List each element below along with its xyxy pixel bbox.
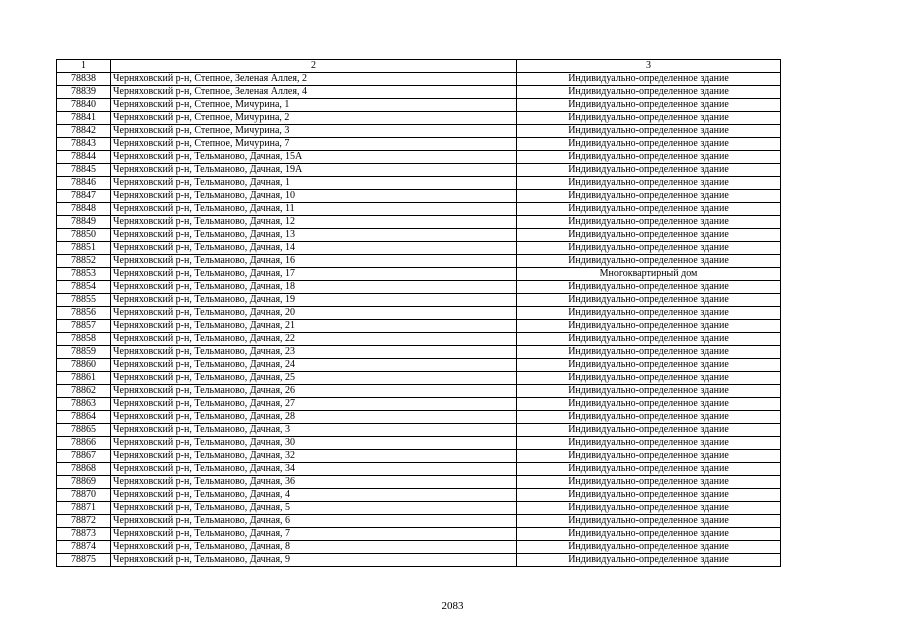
object-type-cell: Индивидуально-определенное здание [517, 112, 781, 125]
table-row [57, 151, 781, 164]
object-type-cell: Индивидуально-определенное здание [517, 203, 781, 216]
object-type-cell: Индивидуально-определенное здание [517, 385, 781, 398]
address-cell: Черняховский р-н, Тельманово, Дачная, 6 [111, 515, 517, 528]
table-header [57, 60, 781, 73]
table-row [57, 255, 781, 268]
record-number-cell: 78846 [57, 177, 111, 190]
object-type-cell: Индивидуально-определенное здание [517, 255, 781, 268]
address-cell: Черняховский р-н, Тельманово, Дачная, 26 [111, 385, 517, 398]
address-cell: Черняховский р-н, Степное, Мичурина, 1 [111, 99, 517, 112]
table-row [57, 138, 781, 151]
record-number-cell: 78869 [57, 476, 111, 489]
object-type-cell: Индивидуально-определенное здание [517, 528, 781, 541]
table-row [57, 541, 781, 554]
object-type-cell: Индивидуально-определенное здание [517, 320, 781, 333]
object-type-cell: Индивидуально-определенное здание [517, 164, 781, 177]
address-cell: Черняховский р-н, Степное, Зеленая Аллея, 4 [111, 86, 517, 99]
table-row [57, 268, 781, 281]
table-row [57, 528, 781, 541]
record-number-cell: 78840 [57, 99, 111, 112]
table-row [57, 463, 781, 476]
table-row [57, 424, 781, 437]
record-number-cell: 78861 [57, 372, 111, 385]
record-number-cell: 78844 [57, 151, 111, 164]
address-cell: Черняховский р-н, Степное, Мичурина, 3 [111, 125, 517, 138]
address-cell: Черняховский р-н, Тельманово, Дачная, 22 [111, 333, 517, 346]
record-number-cell: 78845 [57, 164, 111, 177]
record-number-cell: 78847 [57, 190, 111, 203]
address-cell: Черняховский р-н, Тельманово, Дачная, 23 [111, 346, 517, 359]
header-row [57, 60, 781, 73]
address-cell: Черняховский р-н, Тельманово, Дачная, 21 [111, 320, 517, 333]
object-type-cell: Индивидуально-определенное здание [517, 476, 781, 489]
object-type-cell: Индивидуально-определенное здание [517, 359, 781, 372]
record-number-cell: 78860 [57, 359, 111, 372]
column-header-2: 2 [111, 60, 517, 73]
object-type-cell: Индивидуально-определенное здание [517, 281, 781, 294]
table-row [57, 242, 781, 255]
record-number-cell: 78866 [57, 437, 111, 450]
address-cell: Черняховский р-н, Тельманово, Дачная, 14 [111, 242, 517, 255]
table-row [57, 476, 781, 489]
object-type-cell: Индивидуально-определенное здание [517, 502, 781, 515]
address-cell: Черняховский р-н, Тельманово, Дачная, 30 [111, 437, 517, 450]
page-number: 2083 [441, 600, 464, 612]
object-type-cell: Индивидуально-определенное здание [517, 398, 781, 411]
registry-table [56, 59, 781, 567]
object-type-cell: Индивидуально-определенное здание [517, 216, 781, 229]
record-number-cell: 78864 [57, 411, 111, 424]
record-number-cell: 78851 [57, 242, 111, 255]
address-cell: Черняховский р-н, Тельманово, Дачная, 32 [111, 450, 517, 463]
record-number-cell: 78855 [57, 294, 111, 307]
record-number-cell: 78852 [57, 255, 111, 268]
table-row [57, 346, 781, 359]
table-row [57, 437, 781, 450]
address-cell: Черняховский р-н, Тельманово, Дачная, 9 [111, 554, 517, 567]
record-number-cell: 78863 [57, 398, 111, 411]
record-number-cell: 78868 [57, 463, 111, 476]
address-cell: Черняховский р-н, Тельманово, Дачная, 19 [111, 294, 517, 307]
object-type-cell: Индивидуально-определенное здание [517, 177, 781, 190]
address-cell: Черняховский р-н, Степное, Мичурина, 2 [111, 112, 517, 125]
address-cell: Черняховский р-н, Степное, Зеленая Аллея, 2 [111, 73, 517, 86]
object-type-cell: Индивидуально-определенное здание [517, 346, 781, 359]
record-number-cell: 78842 [57, 125, 111, 138]
address-cell: Черняховский р-н, Тельманово, Дачная, 28 [111, 411, 517, 424]
table-row [57, 320, 781, 333]
record-number-cell: 78853 [57, 268, 111, 281]
table-row [57, 281, 781, 294]
object-type-cell: Индивидуально-определенное здание [517, 307, 781, 320]
record-number-cell: 78872 [57, 515, 111, 528]
address-cell: Черняховский р-н, Тельманово, Дачная, 15А [111, 151, 517, 164]
address-cell: Черняховский р-н, Тельманово, Дачная, 5 [111, 502, 517, 515]
table-row [57, 112, 781, 125]
address-cell: Черняховский р-н, Тельманово, Дачная, 24 [111, 359, 517, 372]
address-cell: Черняховский р-н, Тельманово, Дачная, 3 [111, 424, 517, 437]
table-row [57, 333, 781, 346]
record-number-cell: 78848 [57, 203, 111, 216]
table-row [57, 164, 781, 177]
address-cell: Черняховский р-н, Тельманово, Дачная, 25 [111, 372, 517, 385]
object-type-cell: Индивидуально-определенное здание [517, 229, 781, 242]
table-row [57, 177, 781, 190]
record-number-cell: 78865 [57, 424, 111, 437]
object-type-cell: Индивидуально-определенное здание [517, 541, 781, 554]
record-number-cell: 78849 [57, 216, 111, 229]
table-row [57, 216, 781, 229]
object-type-cell: Индивидуально-определенное здание [517, 190, 781, 203]
table-row [57, 229, 781, 242]
column-header-3: 3 [517, 60, 781, 73]
record-number-cell: 78859 [57, 346, 111, 359]
table-row [57, 125, 781, 138]
address-cell: Черняховский р-н, Тельманово, Дачная, 8 [111, 541, 517, 554]
object-type-cell: Индивидуально-определенное здание [517, 151, 781, 164]
address-cell: Черняховский р-н, Тельманово, Дачная, 20 [111, 307, 517, 320]
table-row [57, 190, 781, 203]
table-row [57, 515, 781, 528]
address-cell: Черняховский р-н, Тельманово, Дачная, 17 [111, 268, 517, 281]
object-type-cell: Индивидуально-определенное здание [517, 372, 781, 385]
record-number-cell: 78856 [57, 307, 111, 320]
object-type-cell: Индивидуально-определенное здание [517, 86, 781, 99]
record-number-cell: 78839 [57, 86, 111, 99]
address-cell: Черняховский р-н, Степное, Мичурина, 7 [111, 138, 517, 151]
table-row [57, 398, 781, 411]
address-cell: Черняховский р-н, Тельманово, Дачная, 10 [111, 190, 517, 203]
address-cell: Черняховский р-н, Тельманово, Дачная, 1 [111, 177, 517, 190]
object-type-cell: Индивидуально-определенное здание [517, 125, 781, 138]
object-type-cell: Индивидуально-определенное здание [517, 333, 781, 346]
address-cell: Черняховский р-н, Тельманово, Дачная, 13 [111, 229, 517, 242]
object-type-cell: Индивидуально-определенное здание [517, 424, 781, 437]
table-row [57, 502, 781, 515]
record-number-cell: 78870 [57, 489, 111, 502]
object-type-cell: Индивидуально-определенное здание [517, 138, 781, 151]
object-type-cell: Индивидуально-определенное здание [517, 73, 781, 86]
record-number-cell: 78871 [57, 502, 111, 515]
address-cell: Черняховский р-н, Тельманово, Дачная, 11 [111, 203, 517, 216]
object-type-cell: Индивидуально-определенное здание [517, 99, 781, 112]
address-cell: Черняховский р-н, Тельманово, Дачная, 7 [111, 528, 517, 541]
record-number-cell: 78843 [57, 138, 111, 151]
record-number-cell: 78858 [57, 333, 111, 346]
object-type-cell: Индивидуально-определенное здание [517, 411, 781, 424]
record-number-cell: 78841 [57, 112, 111, 125]
address-cell: Черняховский р-н, Тельманово, Дачная, 18 [111, 281, 517, 294]
record-number-cell: 78874 [57, 541, 111, 554]
record-number-cell: 78838 [57, 73, 111, 86]
table-row [57, 411, 781, 424]
address-cell: Черняховский р-н, Тельманово, Дачная, 19А [111, 164, 517, 177]
address-cell: Черняховский р-н, Тельманово, Дачная, 4 [111, 489, 517, 502]
table-row [57, 86, 781, 99]
address-cell: Черняховский р-н, Тельманово, Дачная, 12 [111, 216, 517, 229]
object-type-cell: Индивидуально-определенное здание [517, 294, 781, 307]
object-type-cell: Индивидуально-определенное здание [517, 515, 781, 528]
table-row [57, 554, 781, 567]
table-row [57, 307, 781, 320]
object-type-cell: Индивидуально-определенное здание [517, 450, 781, 463]
object-type-cell: Многоквартирный дом [517, 268, 781, 281]
address-cell: Черняховский р-н, Тельманово, Дачная, 27 [111, 398, 517, 411]
table-row [57, 359, 781, 372]
table-row [57, 372, 781, 385]
table-row [57, 385, 781, 398]
table-row [57, 73, 781, 86]
object-type-cell: Индивидуально-определенное здание [517, 242, 781, 255]
record-number-cell: 78857 [57, 320, 111, 333]
record-number-cell: 78867 [57, 450, 111, 463]
address-cell: Черняховский р-н, Тельманово, Дачная, 16 [111, 255, 517, 268]
record-number-cell: 78862 [57, 385, 111, 398]
record-number-cell: 78850 [57, 229, 111, 242]
record-number-cell: 78854 [57, 281, 111, 294]
object-type-cell: Индивидуально-определенное здание [517, 489, 781, 502]
object-type-cell: Индивидуально-определенное здание [517, 437, 781, 450]
table-row [57, 99, 781, 112]
object-type-cell: Индивидуально-определенное здание [517, 554, 781, 567]
table-row [57, 489, 781, 502]
table-body [57, 73, 781, 567]
address-cell: Черняховский р-н, Тельманово, Дачная, 34 [111, 463, 517, 476]
table-row [57, 294, 781, 307]
address-cell: Черняховский р-н, Тельманово, Дачная, 36 [111, 476, 517, 489]
object-type-cell: Индивидуально-определенное здание [517, 463, 781, 476]
table-row [57, 450, 781, 463]
record-number-cell: 78873 [57, 528, 111, 541]
record-number-cell: 78875 [57, 554, 111, 567]
table-row [57, 203, 781, 216]
column-header-1: 1 [57, 60, 111, 73]
